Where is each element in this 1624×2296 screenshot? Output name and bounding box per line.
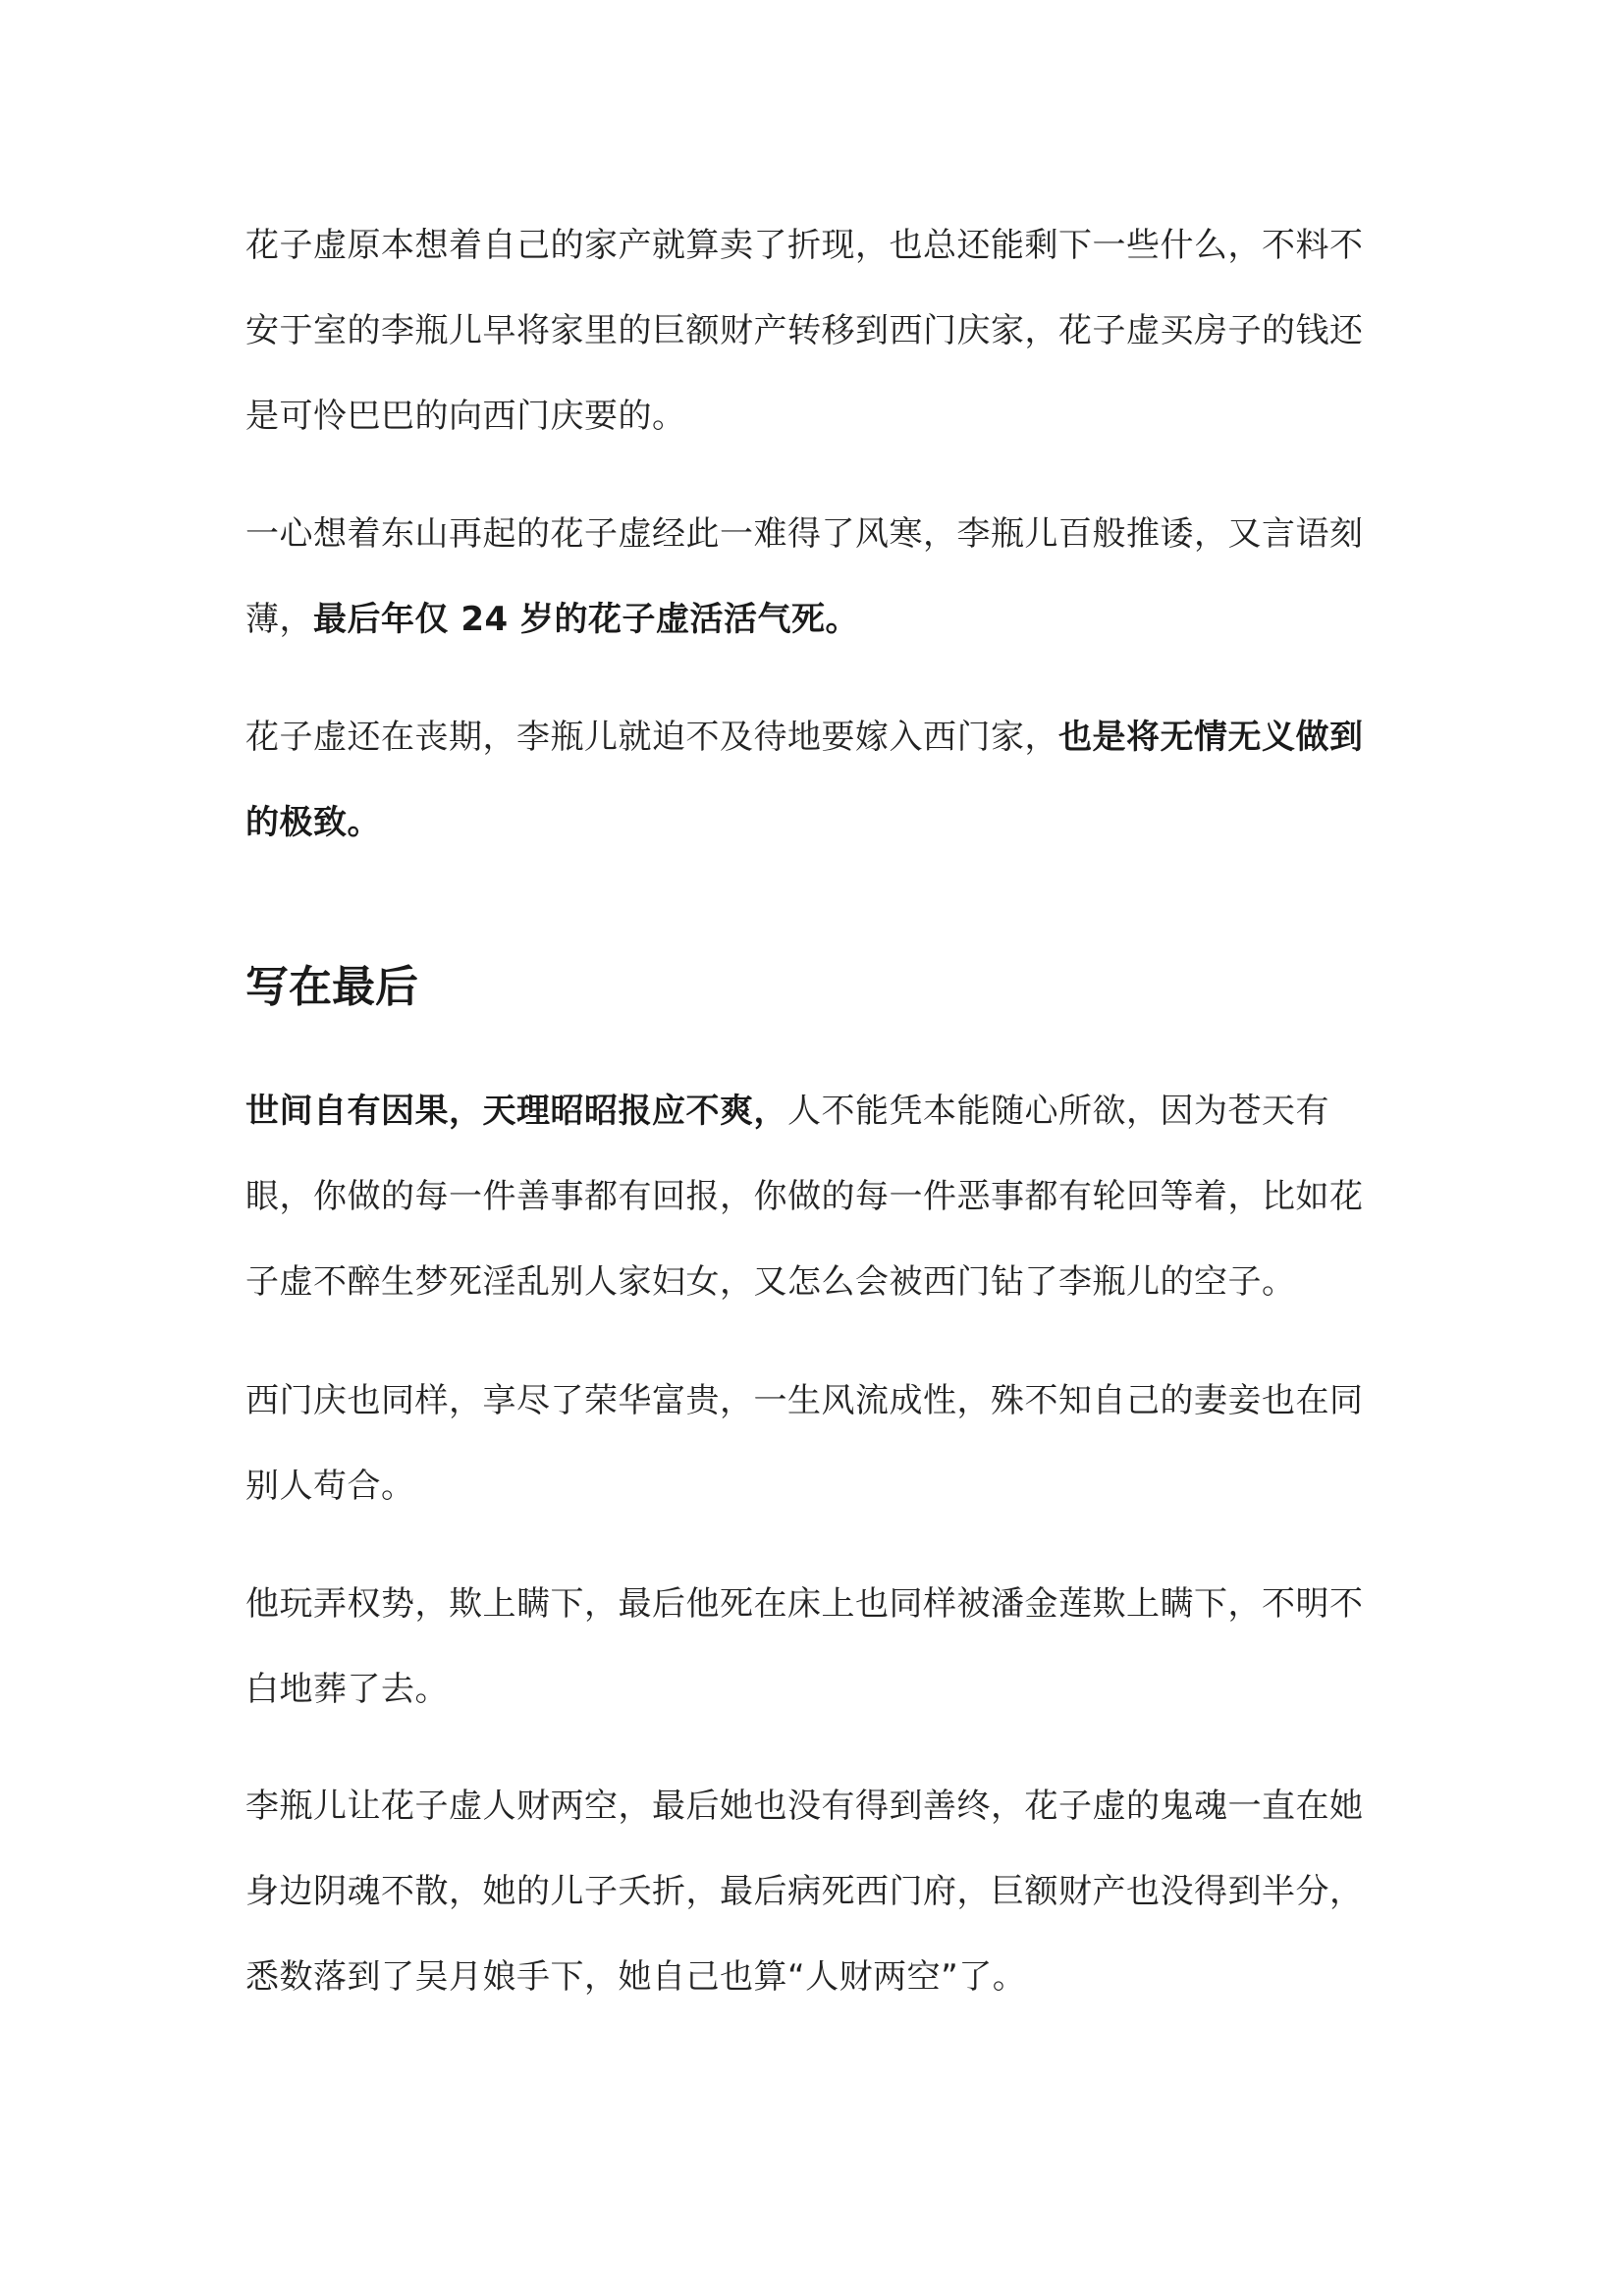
- paragraph-7-text: 李瓶儿让花子虚人财两空，最后她也没有得到善终，花子虚的鬼魂一直在她身边阴魂不散，她的儿子夭折，最后病死西门府，巨额财产也没得到半分，悉数落到了吴月娘手下，她自己也算“人财两空”了。: [245, 1787, 1364, 1997]
- paragraph-4-text: 人不能凭本能随心所欲，因为苍天有眼，你做的每一件善事都有回报，你做的每一件恶事都有轮回等着，比如花子虚不醉生梦死淫乱别人家妇女，又怎么会被西门钻了李瓶儿的空子。: [245, 1092, 1364, 1302]
- section-heading: 写在最后: [245, 962, 418, 1012]
- paragraph-2-text: 一心想着东山再起的花子虚经此一难得了风寒，李瓶儿百般推诿，又言语刻薄，: [245, 514, 1364, 639]
- paragraph-7: [245, 1764, 1384, 2020]
- paragraph-6-text: 他玩弄权势，欺上瞒下，最后他死在床上也同样被潘金莲欺上瞒下，不明不白地葬了去。: [245, 1584, 1364, 1709]
- paragraph-2-bold: 最后年仅 24 岁的花子虚活活气死。: [313, 600, 859, 639]
- paragraph-4: [245, 1069, 1384, 1325]
- paragraph-3-bold: 也是将无情无义做到的极致。: [245, 718, 1364, 842]
- paragraph-1: [245, 203, 1384, 459]
- paragraph-6: [245, 1562, 1384, 1733]
- paragraph-2: [245, 492, 1384, 663]
- paragraph-5: [245, 1359, 1384, 1529]
- paragraph-3: [245, 695, 1384, 866]
- paragraph-5-text: 西门庆也同样，享尽了荣华富贵，一生风流成性，殊不知自己的妻妾也在同别人苟合。: [245, 1381, 1364, 1506]
- paragraph-3-text: 花子虚还在丧期，李瓶儿就迫不及待地要嫁入西门家，: [245, 718, 1058, 757]
- paragraph-1-text: 花子虚原本想着自己的家产就算卖了折现，也总还能剩下一些什么，不料不安于室的李瓶儿早将家里的巨额财产转移到西门庆家，花子虚买房子的钱还是可怜巴巴的向西门庆要的。: [245, 226, 1364, 436]
- paragraph-4-bold: 世间自有因果，天理昭昭报应不爽，: [245, 1092, 787, 1131]
